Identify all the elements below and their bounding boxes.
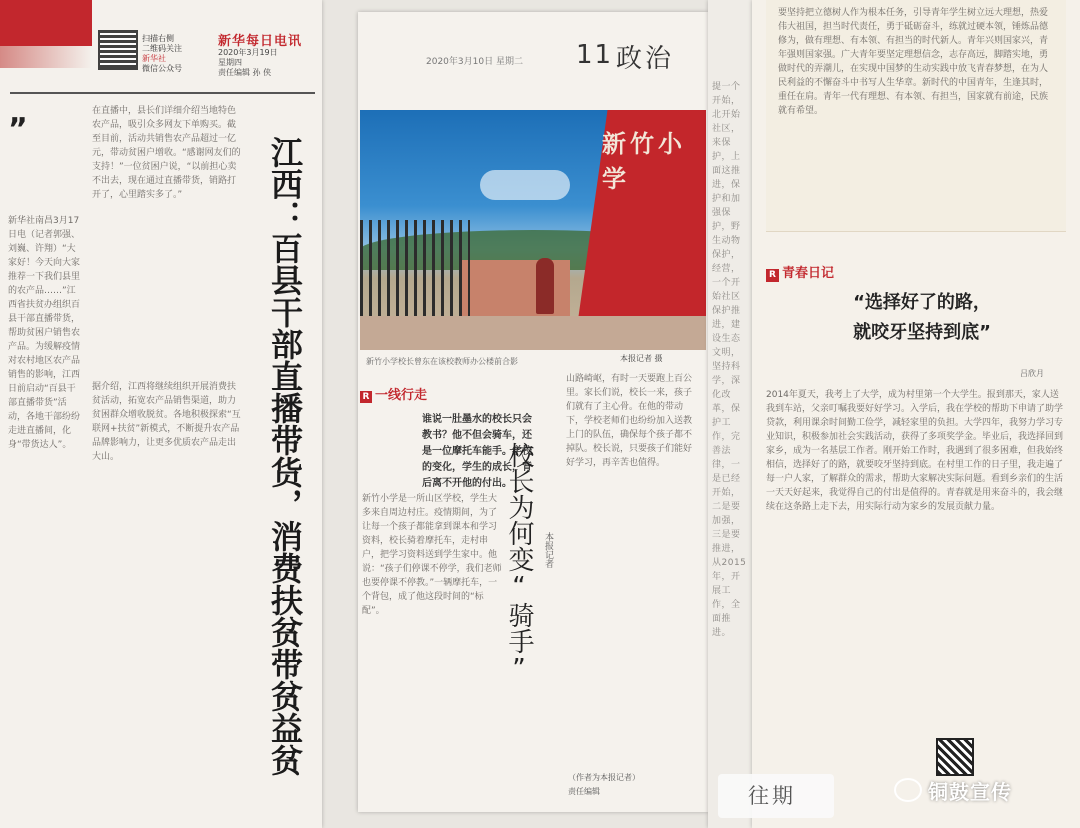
photo-gate	[360, 220, 470, 320]
column-r-icon: R	[360, 391, 372, 403]
photo-wall-sign: 新竹小学	[602, 130, 686, 193]
youth-diary-tag: R 青春日记	[766, 262, 834, 282]
column-tag: R 一线行走	[360, 384, 427, 403]
masthead-fade-bar	[0, 46, 92, 68]
diary-body: 2014年夏天，我考上了大学，成为村里第一个大学生。报到那天，家人送我到车站，父亲叮嘱我要好好学习。入学后，我在学校的帮助下申请了助学贷款，利用课余时间勤工俭学，减轻家里的负担。大学四年，我努力学习专业知识，积极参加社会实践活动，获得了多项奖学金。毕业后，我选择回到家乡，成为一名基层工作者。刚开始工作时，我遇到了很多困难，但我始终相信，选择好了的路，就要咬牙坚持到底。在村里工作的日子里，我走遍了每一户人家，了解群众的需求，帮助大家解决实际问题。看到乡亲们的生活一天天好起来，我觉得自己的付出是值得的。青春就是用来奋斗的，我会继续在这条路上走下去，用实际行动为家乡的发展贡献力量。	[766, 390, 1064, 512]
quote-mark: ”	[8, 112, 28, 147]
photo-ground	[360, 316, 706, 350]
article-body-1: 新竹小学是一所山区学校，学生大多来自周边村庄。疫情期间，为了让每一个孩子都能拿到课本和学习资料，校长骑着摩托车，走村串户，把学习资料送到学生家中。他说：“孩子们停课不停学，我们老师也要停课不停教。”一辆摩托车，一个背包，成了他这段时间的“标配”。	[362, 494, 502, 616]
diary-byline: 吕欣月	[1020, 369, 1044, 378]
school-gate-photo	[360, 110, 706, 350]
vertical-headline: 江西：百县干部直播带货，消费扶贫带贫益贫	[266, 136, 304, 776]
top-text: 要坚持把立德树人作为根本任务，引导青年学生树立远大理想，热爱伟大祖国，担当时代责任，勇于砥砺奋斗，练就过硬本领，锤炼品德修为，做有理想、有本领、有担当的时代新人。青年兴则国家兴，青年强则国家强。广大青年要坚定理想信念，志存高远，脚踏实地，勇做时代的弄潮儿，在实现中国梦的生动实践中放飞青春梦想，在为人民利益的不懈奋斗中书写人生华章。新时代的中国青年，生逢其时，重任在肩。青年一代有理想、有本领、有担当，国家就有前途，民族就有希望。	[778, 8, 1049, 116]
photo-rider	[536, 258, 554, 314]
account-watermark: 铜鼓宣传	[928, 780, 1012, 804]
left-newspaper-page	[0, 0, 322, 828]
photo-cloud	[480, 170, 570, 200]
photo-credit: 本报记者 摄	[620, 354, 663, 363]
qr-caption: 扫描右侧 二维码关注 新华社 微信公众号	[142, 34, 182, 73]
middle-strip-page	[708, 0, 752, 828]
past-issues-link[interactable]: 往期	[748, 784, 796, 808]
qr-code-icon	[936, 738, 974, 776]
masthead-red-bar	[0, 0, 92, 46]
article-column-a: 新华社南昌3月17日电（记者郭强、刘巍、许翔）“大家好！今天向大家推荐一下我们县里的农产品……”江西省扶贫办组织百县干部直播带货，帮助贫困户销售农产品。为缓解疫情对农村地区农产品销售的影响，江西日前启动“百县干部直播带货”活动，各地干部纷纷走进直播间，化身“带货达人”。	[8, 216, 81, 450]
article-body-2: 山路崎岖，有时一天要跑上百公里。家长们说，校长一来，孩子们就有了主心骨。在他的带动下，学校老师们也纷纷加入送教上门的队伍，确保每个孩子都不掉队。校长说，只要孩子们能好好学习，再辛苦也值得。	[566, 374, 693, 468]
article-column-b: 在直播中，县长们详细介绍当地特色农产品，吸引众多网友下单购买。截至目前，活动共销售农产品超过一亿元，带动贫困户增收。“感谢网友们的支持！”一位贫困户说，“以前担心卖不出去，现在通过直播带货，销路打开了，心里踏实多了。”	[92, 106, 241, 200]
article-title: 校长为何变“骑手”	[504, 442, 534, 684]
page-date: 2020年3月10日 星期二	[426, 57, 523, 67]
article-footer-editor: 责任编辑	[568, 787, 600, 796]
column-r-icon: R	[766, 269, 779, 282]
photo-caption: 新竹小学校长曾东在该校教师办公楼前合影	[366, 357, 518, 366]
page-number: 11	[576, 40, 614, 70]
top-text-box	[766, 0, 1066, 232]
header-rule	[10, 92, 315, 94]
article-column-c: 据介绍，江西将继续组织开展消费扶贫活动，拓宽农产品销售渠道，助力贫困群众增收脱贫。各地积极探索“互联网+扶贫”新模式，不断提升农产品品牌影响力，让更多优质农产品走出大山。	[92, 382, 241, 462]
page-section: 政治	[616, 44, 675, 74]
article-footer: （作者为本报记者）	[568, 773, 640, 782]
wechat-logo-icon	[894, 778, 922, 802]
edition-date: 2020年3月19日 星期四 责任编辑 孙 侠	[218, 48, 278, 77]
qr-code-icon	[98, 30, 138, 70]
edition-title: 新华每日电讯	[218, 34, 303, 49]
diary-headline: “选择好了的路， 就咬牙坚持到底”	[853, 292, 991, 343]
strip-text: 提一个开始，北开始社区，来保护，上面这推进，保护和加强保护，野生动物保护，经营，一个开始社区保护推进，建设生态文明，坚持科学，深化改革，保护工作，完善法律，一是已经开始，二是要加强，三是要推进，从2015年，开展工作，全面推进。	[712, 82, 747, 638]
article-lead: 谁说一肚墨水的校长只会教书？他不但会骑车，还是一位摩托车能手。学校的变化，学生的成长，背后离不开他的付出。	[422, 414, 532, 489]
right-newspaper-page	[752, 0, 1080, 828]
article-author: 本报记者	[543, 532, 553, 568]
center-newspaper-page	[358, 12, 708, 812]
